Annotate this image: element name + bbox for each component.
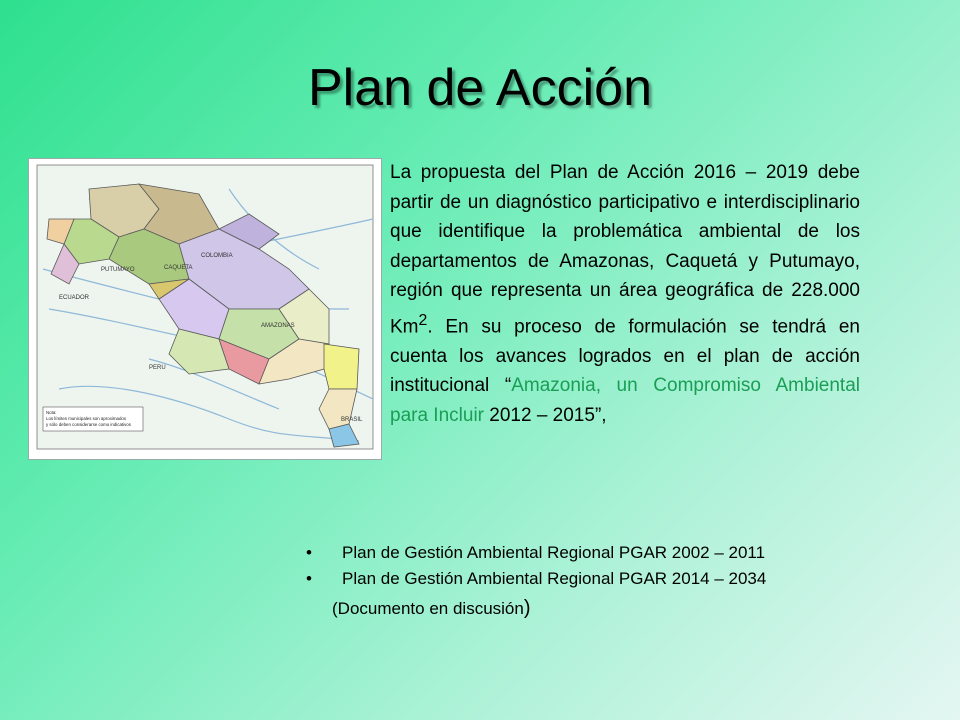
- paragraph-part3: 2012 – 2015”,: [484, 405, 607, 427]
- list-item: [304, 566, 924, 592]
- map-note-label: Nota:: [46, 410, 57, 415]
- map-note-line1: Los límites municipales son aproximados: [46, 416, 127, 421]
- action-plan-paragraph: [390, 158, 860, 431]
- plan-name-highlight: Amazonia, un Compromiso Ambiental para Incluir: [390, 375, 860, 427]
- slide-title: Plan de Acción: [307, 59, 653, 117]
- map-note-line2: y sólo deben considerarse como indicativos: [46, 422, 131, 427]
- note-open-paren: (: [332, 599, 338, 618]
- map-illustration: [29, 159, 381, 459]
- document-note: [332, 597, 531, 620]
- superscript-2: 2: [418, 311, 428, 329]
- bullet-text: Plan de Gestión Ambiental Regional PGAR 2002 – 2011: [342, 543, 766, 562]
- paragraph-part1: La propuesta del Plan de Acción 2016 – 2019 debe partir de un diagnóstico participativo e interdisciplinario que identifique la problemática ambiental de los departamentos de Amazonas, Caquetá y Putumayo, región que representa un área geográfica de 228.000 Km: [390, 162, 860, 338]
- list-item: [304, 540, 924, 566]
- note-close-paren: ): [523, 597, 531, 619]
- bullet-text: Plan de Gestión Ambiental Regional PGAR 2014 – 2034: [342, 569, 767, 588]
- map-label-brasil: BRASIL: [341, 417, 363, 423]
- pgar-list: [304, 540, 924, 592]
- bullet-icon: •: [306, 543, 312, 562]
- paragraph-part2: . En su proceso de formulación se tendrá en cuenta los avances logrados en el plan de acción institucional “: [390, 316, 860, 397]
- note-text: Documento en discusión: [337, 599, 524, 618]
- map-label-putumayo: PUTUMAYO: [101, 267, 135, 273]
- map-label-amazonas: AMAZONAS: [261, 323, 295, 329]
- map-label-peru: PERU: [149, 365, 166, 371]
- region-map: [28, 158, 382, 460]
- map-label-colombia: COLOMBIA: [201, 253, 233, 259]
- bullet-icon: •: [306, 569, 312, 588]
- map-label-caqueta: CAQUETA: [164, 265, 193, 271]
- map-label-ecuador: ECUADOR: [59, 295, 90, 301]
